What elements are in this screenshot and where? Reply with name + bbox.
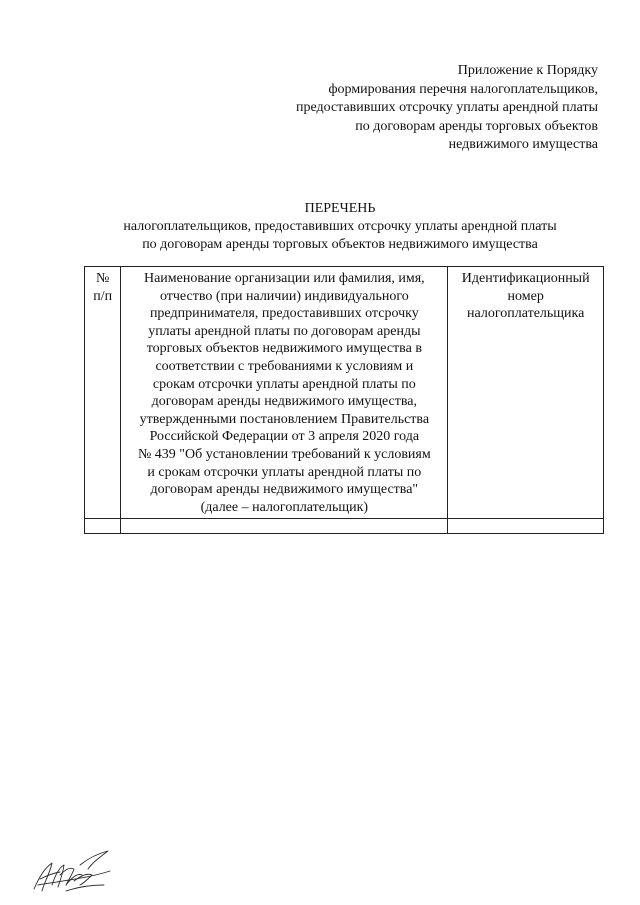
appendix-line: формирования перечня налогоплательщиков, [328, 81, 598, 97]
appendix-line: предоставивших отсрочку уплаты арендной платы [295, 100, 598, 115]
header-name: Наименование организации или фамилия, имя, отчество (при наличии) индивидуального предпринимателя, предоставивших отсрочку уплаты арендной платы по договорам аренды торговых объектов недвижимого имущества в соответствии с требованиями к условиям и срокам отсрочки уплаты арендной платы по договорам аренды недвижимого имущества, утвержденными постановлением Правительства Российской Федерации от 3 апреля 2020 года № 439 "Об установлении требований к условиям и срокам отсрочки уплаты арендной платы по договорам аренды недвижимого имущества" (далее – налогоплательщик) [121, 267, 448, 519]
cell-inn [448, 519, 604, 534]
appendix-note [238, 62, 598, 155]
cell-number [85, 519, 121, 534]
document-title [60, 200, 620, 254]
title-heading: ПЕРЕЧЕНЬ [304, 201, 376, 216]
appendix-line: Приложение к Порядку [457, 63, 598, 78]
cell-name [121, 519, 448, 534]
title-subline: по договорам аренды торговых объектов недвижимого имущества [142, 237, 538, 252]
header-inn: Идентификационный номер налогоплательщика [448, 267, 604, 519]
appendix-line: недвижимого имущества [448, 137, 598, 152]
title-subline: налогоплательщиков, предоставивших отсрочку уплаты арендной платы [123, 219, 557, 234]
header-number: № п/п [85, 267, 121, 519]
table-header-row [85, 267, 604, 519]
handwritten-signature [30, 845, 120, 897]
taxpayer-table [84, 266, 604, 534]
table-row [85, 519, 604, 534]
appendix-line: по договорам аренды торговых объектов [355, 118, 598, 134]
